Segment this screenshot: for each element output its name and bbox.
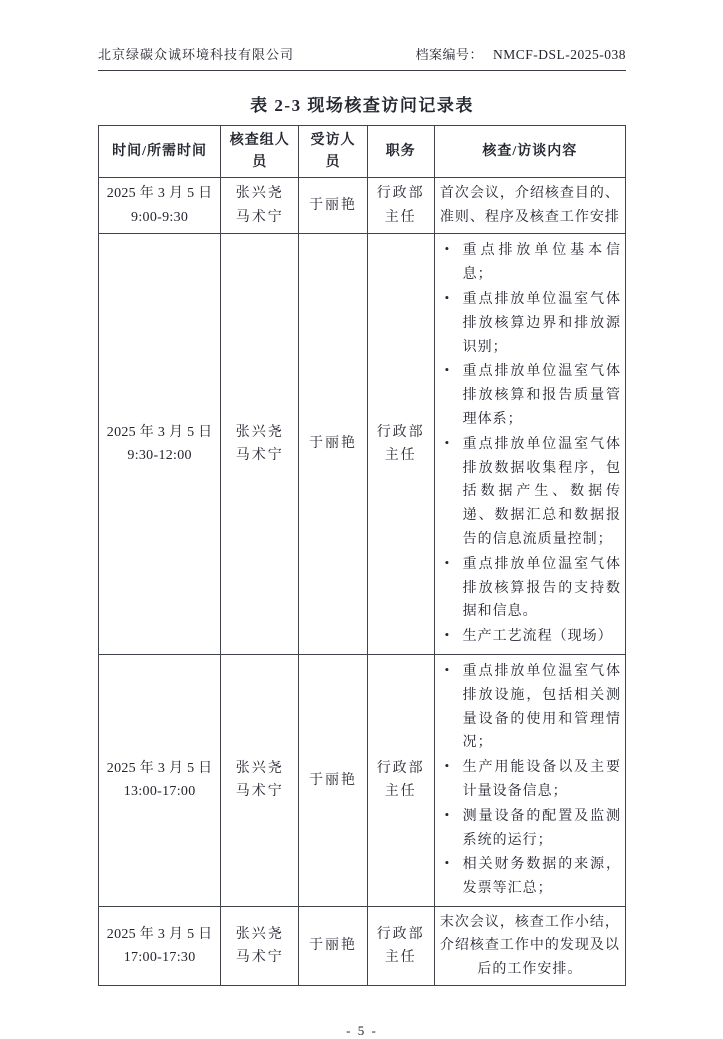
cell-verification-team [221, 178, 299, 234]
cell-verification-team [221, 906, 299, 986]
position-text: 行政部 [376, 926, 425, 942]
team-member-name: 马术宁 [235, 209, 284, 225]
bullet-item [439, 433, 621, 552]
cell-content [434, 234, 625, 655]
bullet-text: 相关财务数据的来源，发票等汇总； [462, 857, 621, 897]
bullet-icon: • [444, 362, 451, 378]
bullet-icon: • [444, 290, 451, 305]
time-range-text: 13:00-17:00 [123, 784, 196, 800]
table-row [99, 654, 626, 906]
archive-number-group [415, 44, 626, 63]
bullet-icon: • [444, 434, 451, 450]
position-text: 行政部 [376, 186, 425, 202]
table-row [99, 234, 626, 655]
cell-verification-team [221, 654, 299, 906]
cell-content [434, 906, 625, 986]
bullet-item [439, 805, 621, 853]
bullet-item [439, 660, 621, 755]
table-header-row [99, 126, 626, 178]
bullet-icon: • [444, 758, 451, 774]
team-member-name: 张兴尧 [235, 186, 284, 202]
team-member-name: 张兴尧 [235, 424, 284, 440]
bullet-text: 重点排放单位温室气体排放核算边界和排放源识别； [462, 292, 621, 355]
bullet-item [439, 360, 621, 431]
cell-interviewee: 于丽艳 [299, 178, 368, 234]
time-range-text: 17:00-17:30 [123, 950, 196, 966]
archive-label: 档案编号： [415, 47, 483, 62]
cell-interviewee: 于丽艳 [299, 654, 368, 906]
content-text: 首次会议，介绍核查目的、准则、程序及核查工作安排 [439, 186, 620, 225]
bullet-item [439, 853, 621, 901]
bullet-item [439, 288, 621, 359]
col-header-team: 核查组人员 [221, 126, 299, 178]
date-text: 2025 年 3 月 5 日 [106, 186, 213, 202]
company-name: 北京绿碳众诚环境科技有限公司 [98, 47, 295, 62]
time-range-text: 9:00-9:30 [131, 209, 189, 225]
date-text: 2025 年 3 月 5 日 [106, 926, 213, 942]
cell-position [367, 178, 434, 234]
position-text: 主任 [384, 209, 417, 225]
position-text: 主任 [384, 950, 417, 966]
team-member-name: 马术宁 [235, 784, 284, 800]
bullet-text: 测量设备的配置及监测系统的运行； [462, 808, 621, 848]
position-text: 主任 [384, 784, 417, 800]
position-text: 主任 [384, 448, 417, 464]
team-member-name: 马术宁 [235, 448, 284, 464]
cell-position [367, 654, 434, 906]
team-member-name: 张兴尧 [235, 926, 284, 942]
cell-verification-team [221, 234, 299, 655]
team-member-name: 马术宁 [235, 950, 284, 966]
bullet-item [439, 756, 621, 804]
bullet-icon: • [444, 241, 451, 257]
records-body [99, 178, 626, 986]
table-row [99, 178, 626, 234]
date-text: 2025 年 3 月 5 日 [106, 424, 213, 440]
date-text: 2025 年 3 月 5 日 [106, 760, 213, 776]
table-row [99, 906, 626, 986]
cell-time [99, 906, 221, 986]
bullet-item [439, 625, 621, 649]
bullet-icon: • [444, 855, 451, 871]
content-bullet-list [439, 239, 621, 649]
col-header-position: 职务 [367, 126, 434, 178]
bullet-item [439, 553, 621, 624]
bullet-text: 重点排放单位温室气体排放核算报告的支持数据和信息。 [462, 556, 621, 620]
visit-record-table [98, 125, 626, 986]
position-text: 行政部 [376, 424, 425, 440]
bullet-text: 生产工艺流程（现场） [462, 629, 613, 645]
bullet-icon: • [444, 627, 451, 643]
cell-position [367, 906, 434, 986]
bullet-text: 重点排放单位基本信息； [462, 243, 621, 283]
bullet-icon: • [444, 806, 451, 822]
cell-interviewee: 于丽艳 [299, 234, 368, 655]
running-header [98, 44, 626, 71]
bullet-icon: • [444, 554, 451, 570]
time-range-text: 9:30-12:00 [127, 448, 192, 464]
col-header-content: 核查/访谈内容 [434, 126, 625, 178]
bullet-text: 重点排放单位温室气体排放核算和报告质量管理体系； [462, 364, 621, 427]
col-header-interviewee: 受访人员 [299, 126, 368, 178]
position-text: 行政部 [376, 760, 425, 776]
bullet-text: 重点排放单位温室气体排放数据收集程序，包括数据产生、数据传递、数据汇总和数据报告的信息流质量控制； [462, 436, 621, 547]
cell-content [434, 178, 625, 234]
cell-interviewee: 于丽艳 [299, 906, 368, 986]
cell-time [99, 234, 221, 655]
content-bullet-list [439, 660, 621, 901]
page-number: - 5 - [346, 1023, 378, 1039]
bullet-text: 重点排放单位温室气体排放设施，包括相关测量设备的使用和管理情况； [462, 663, 621, 751]
col-header-time: 时间/所需时间 [99, 126, 221, 178]
team-member-name: 张兴尧 [235, 760, 284, 776]
cell-position [367, 234, 434, 655]
cell-content [434, 654, 625, 906]
bullet-text: 生产用能设备以及主要计量设备信息； [462, 760, 621, 799]
bullet-item [439, 239, 621, 287]
cell-time [99, 654, 221, 906]
cell-time [99, 178, 221, 234]
table-title: 表 2-3 现场核查访问记录表 [250, 96, 474, 115]
content-text: 末次会议，核查工作小结，介绍核查工作中的发现及以后的工作安排。 [439, 914, 620, 977]
archive-number: NMCF-DSL-2025-038 [492, 47, 626, 62]
bullet-icon: • [444, 661, 451, 677]
